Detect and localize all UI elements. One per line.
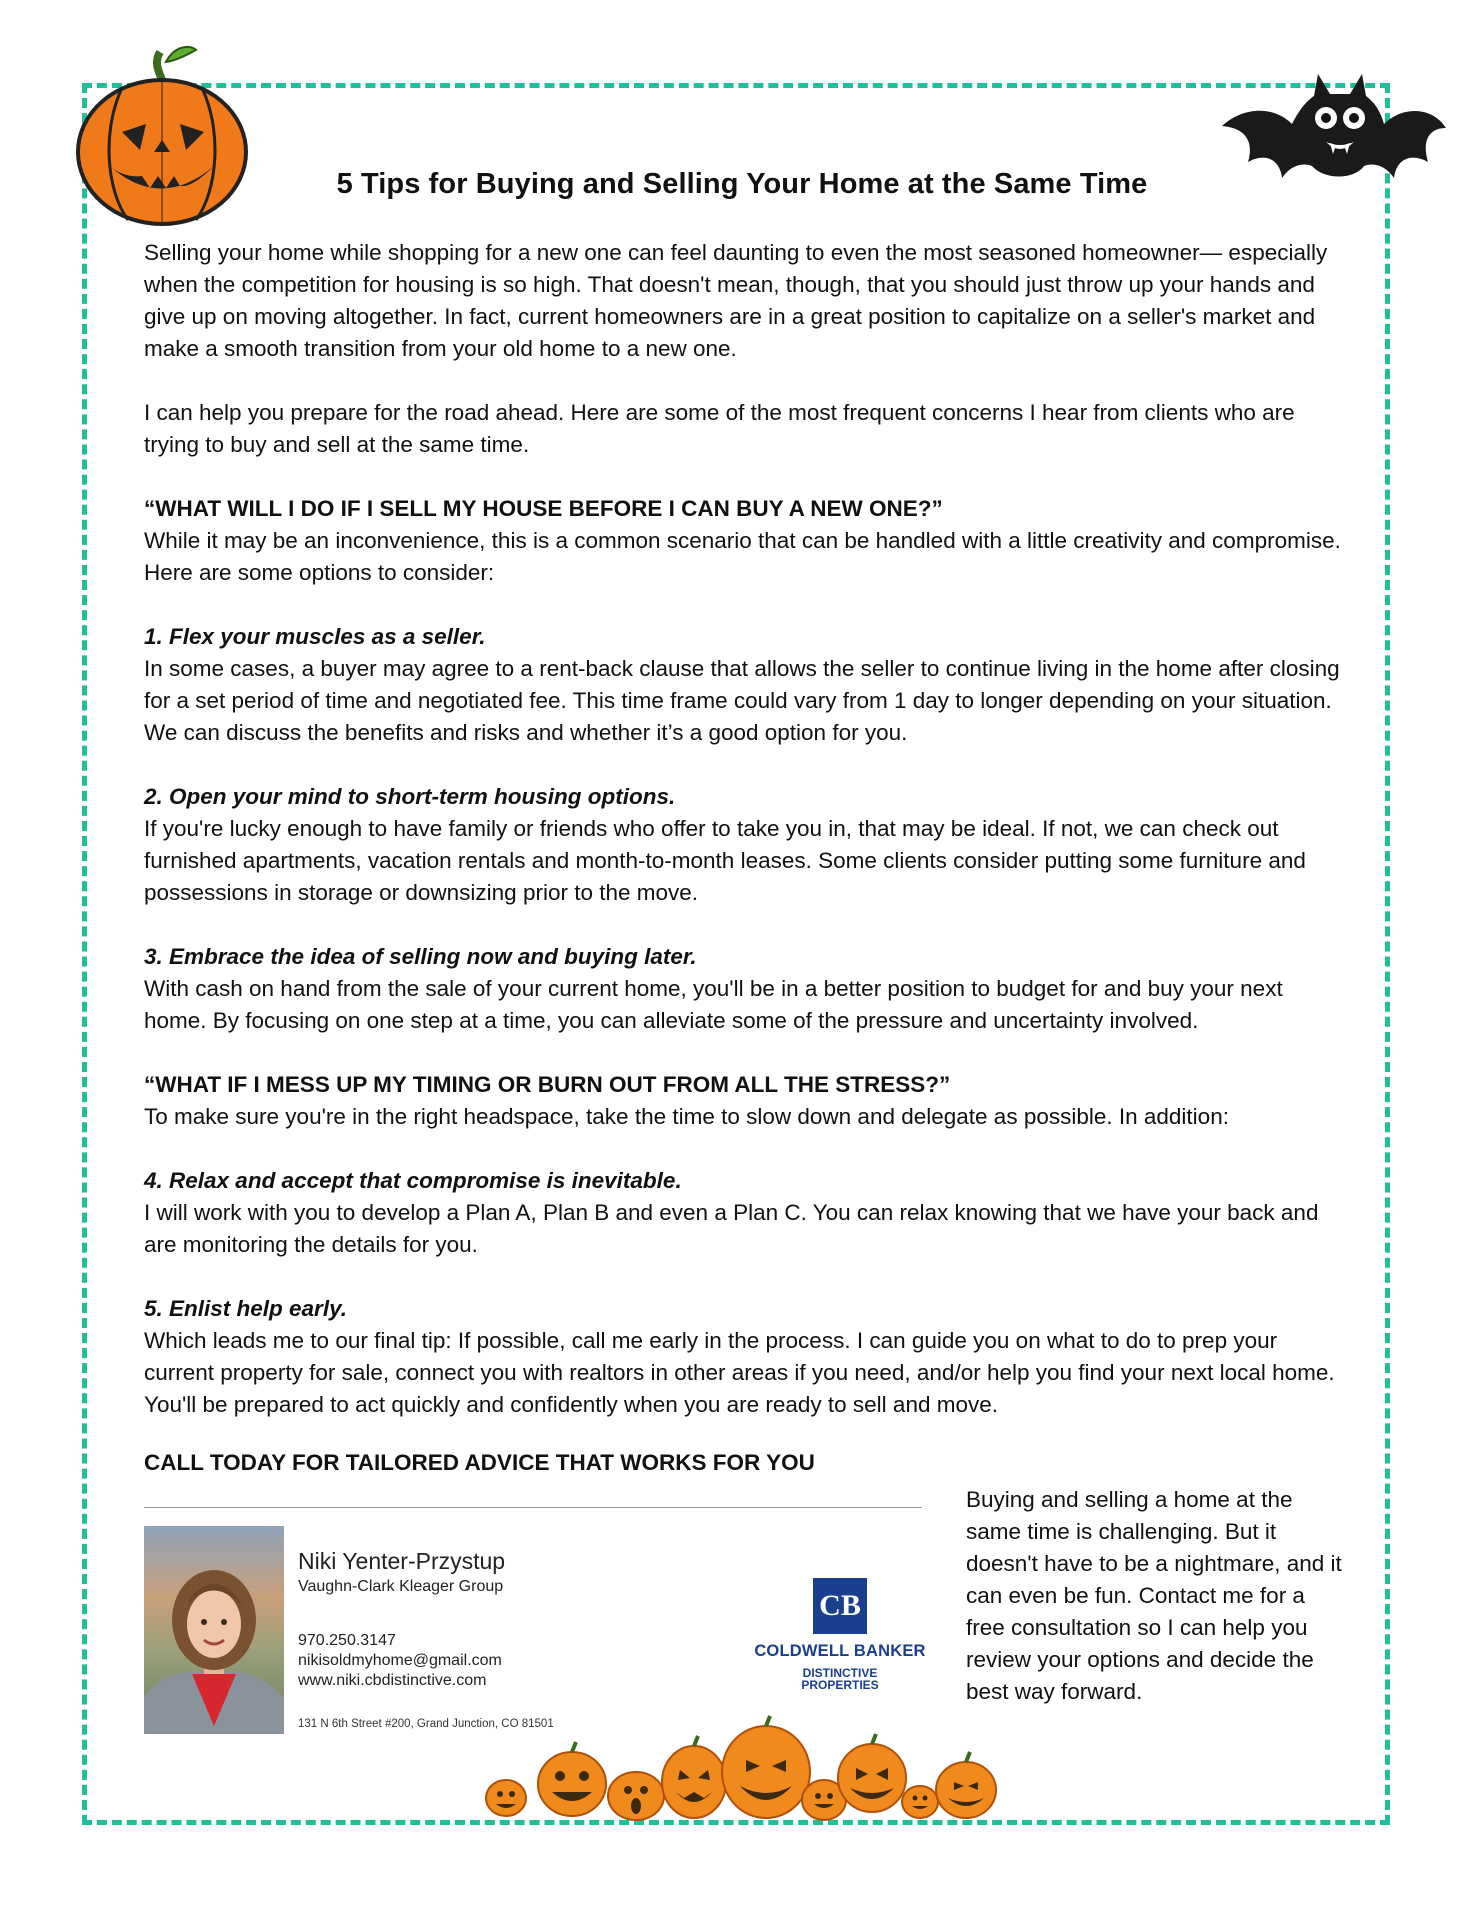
brand-name: COLDWELL BANKER (754, 1642, 926, 1660)
brand-sub: PROPERTIES (801, 1678, 879, 1692)
page-title: 5 Tips for Buying and Selling Your Home at the Same Time (336, 168, 1148, 200)
section-heading: “WHAT WILL I DO IF I SELL MY HOUSE BEFORE I CAN BUY A NEW ONE?” (144, 496, 943, 521)
coldwell-banker-logo (750, 1578, 930, 1691)
jack-o-lantern-icon (62, 40, 252, 230)
section-block (144, 493, 1344, 589)
section-text: To make sure you're in the right headspace, take the time to slow down and delegate as possible. In addition: (144, 1104, 1229, 1129)
tip-block (144, 1165, 1344, 1261)
intro-paragraph: Selling your home while shopping for a new one can feel daunting to even the most seasoned homeowner— especially when the competition for housing is so high. That doesn't mean, though, that you should just throw up your hands and give up on moving altogether. In fact, current homeowners are in a great position to capitalize on a seller's market and make a smooth transition from your old home to a new one. (144, 240, 1328, 361)
agent-group: Vaughn-Clark Kleager Group (298, 1578, 504, 1595)
tip-text: I will work with you to develop a Plan A, Plan B and even a Plan C. You can relax knowing that we have your back and are monitoring the details for you. (144, 1200, 1319, 1257)
tip-title: 2. Open your mind to short-term housing options. (144, 784, 676, 809)
agent-name: Niki Yenter-Przystup (298, 1548, 506, 1574)
section-heading: “WHAT IF I MESS UP MY TIMING OR BURN OUT FROM ALL THE STRESS?” (144, 1072, 951, 1097)
agent-photo (144, 1526, 284, 1734)
cb-monogram: CB (813, 1578, 867, 1634)
tip-title: 5. Enlist help early. (144, 1296, 347, 1321)
tip-title: 3. Embrace the idea of selling now and buying later. (144, 944, 697, 969)
tip-text: If you're lucky enough to have family or friends who offer to take you in, that may be ideal. If not, we can check out furnished apartments, vacation rentals and month-to-month leases. Some clients consider putting some furniture and possessions in storage or downsizing prior to the move. (144, 816, 1306, 905)
section-block (144, 1069, 1344, 1133)
agent-website: www.niki.cbdistinctive.com (298, 1672, 487, 1689)
tip-block (144, 1293, 1344, 1421)
side-note: Buying and selling a home at the same time is challenging. But it doesn't have to be a nightmare, and it can even be fun. Contact me for a free consultation so I can help you review your options and decide the best way forward. (966, 1487, 1342, 1704)
pumpkin-row-icon (484, 1712, 1034, 1822)
tip-block (144, 621, 1344, 749)
tip-title: 1. Flex your muscles as a seller. (144, 624, 486, 649)
tip-text: In some cases, a buyer may agree to a rent-back clause that allows the seller to continue living in the home after closing for a set period of time and negotiated fee. This time frame could vary from 1 day to longer depending on your situation. We can discuss the benefits and risks and whether it’s a good option for you. (144, 656, 1340, 745)
tip-text: With cash on hand from the sale of your current home, you'll be in a better position to budget for and buy your next home. By focusing on one step at a time, you can alleviate some of the pressure and uncertainty involved. (144, 976, 1283, 1033)
agent-email: nikisoldmyhome@gmail.com (298, 1652, 502, 1669)
section-text: While it may be an inconvenience, this is a common scenario that can be handled with a little creativity and compromise. Here are some options to consider: (144, 528, 1341, 585)
agent-phone: 970.250.3147 (298, 1632, 396, 1649)
tip-block (144, 781, 1344, 909)
call-to-action: CALL TODAY FOR TAILORED ADVICE THAT WORKS FOR YOU (144, 1450, 815, 1475)
tip-title: 4. Relax and accept that compromise is inevitable. (144, 1168, 682, 1193)
article-body (144, 237, 1344, 1453)
intro-paragraph: I can help you prepare for the road ahead. Here are some of the most frequent concerns I hear from clients who are trying to buy and sell at the same time. (144, 400, 1295, 457)
tip-text: Which leads me to our final tip: If possible, call me early in the process. I can guide you on what to do to prep your current property for sale, connect you with realtors in other areas if you need, and/or help you find your next local home. You'll be prepared to act quickly and confidently when you are ready to sell and move. (144, 1328, 1335, 1417)
brand-sub: DISTINCTIVE (802, 1666, 878, 1680)
agent-address: 131 N 6th Street #200, Grand Junction, CO 81501 (298, 1718, 554, 1730)
tip-block (144, 941, 1344, 1037)
divider (144, 1507, 922, 1508)
